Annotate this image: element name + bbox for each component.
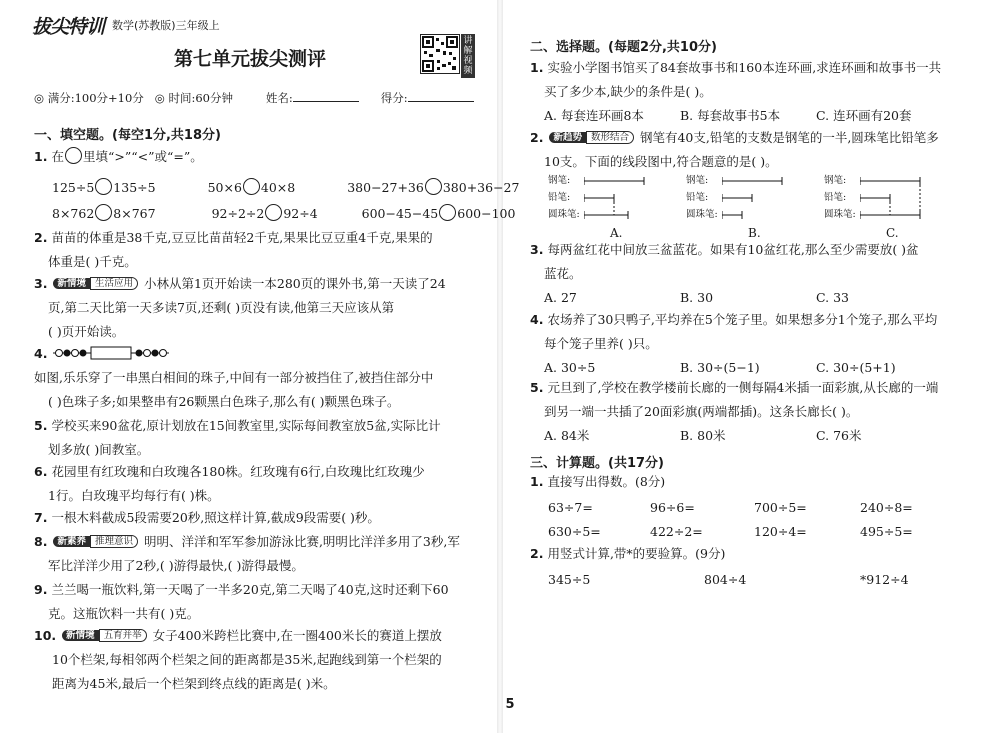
question-5: 5. 学校买来90盆花,原计划放在15间教室里,实际每间教室放5盆,实际比计 划多放( )间教室。 bbox=[34, 418, 441, 457]
vertical-calc-row: 345÷5 804÷4 *912÷4 bbox=[548, 572, 909, 587]
series-label: 数学(苏教版)三年级上 bbox=[112, 19, 220, 32]
question-10: 10. 新情境 五育并举 女子400米跨栏比赛中,在一圈400米长的赛道上摆放 10个栏架,每相邻两个栏架之间的距离都是35米,起跑线到第一个栏架的 距离为45米,最后一个栏架到终点线的距离是( )米。 bbox=[34, 628, 442, 691]
question-9: 9. 兰兰喝一瓶饮料,第一天喝了一半多20克,第二天喝了40克,这时还剩下60 克。这瓶饮料一共有( )克。 bbox=[34, 582, 449, 621]
compare-circle[interactable] bbox=[95, 204, 112, 221]
name-label: 姓名: bbox=[265, 91, 293, 105]
compare-row: 8×762 8×767 92÷2÷2 92÷4 600−45−45 600−100 bbox=[52, 206, 516, 221]
section-title: 三、计算题。(共17分) bbox=[530, 456, 664, 471]
compare-row: 125÷5 135÷5 50×6 40×8 380−27+36 380+36−27 bbox=[52, 180, 520, 195]
new-literacy-tag: 新素养 推理意识 bbox=[53, 534, 138, 549]
compare-circle[interactable] bbox=[265, 204, 282, 221]
question-8: 8. 新素养 推理意识 明明、洋洋和军军参加游泳比赛,明明比洋洋多用了3秒,军 军比洋洋少用了2秒,( )游得最快,( )游得最慢。 bbox=[34, 534, 460, 573]
compare-circle[interactable] bbox=[425, 178, 442, 195]
name-blank[interactable] bbox=[293, 91, 359, 102]
calc-row: 63÷7= 96÷6= 700÷5= 240÷8= bbox=[548, 500, 913, 515]
time-limit: 时间:60分钟 bbox=[168, 91, 233, 105]
question-2: 2. 苗苗的体重是38千克,豆豆比苗苗轻2千克,果果比豆豆重4千克,果果的 体重是( )千克。 bbox=[34, 230, 433, 269]
new-context-tag: 新情境 生活应用 bbox=[53, 276, 138, 291]
choice-5: 5. 元旦到了,学校在教学楼前长廊的一侧每隔4米插一面彩旗,从长廊的一端 到另一端一共插了20面彩旗(两端都插)。这条长廊长( )。 A. 84米 B. 80米 C. 76米 bbox=[530, 380, 939, 443]
bead-string-figure bbox=[51, 346, 171, 360]
brand-logo: 拔尖特训 bbox=[32, 16, 105, 38]
qr-video-tag: 讲解视频 bbox=[461, 34, 475, 78]
page-number: 5 bbox=[505, 697, 515, 712]
compare-circle[interactable] bbox=[439, 204, 456, 221]
score-label: 得分: bbox=[380, 91, 408, 105]
qr-code-icon[interactable] bbox=[420, 34, 460, 74]
choice-1: 1. 实验小学图书馆买了84套故事书和160本连环画,求连环画和故事书一共 买了多少本,缺少的条件是( )。 A. 每套连环画8本 B. 每套故事书5本 C. 连环画有20套 bbox=[530, 60, 942, 123]
section-title: 二、选择题。(每题2分,共10分) bbox=[530, 40, 717, 55]
question-4: 4. bbox=[34, 342, 171, 366]
new-trend-tag: 新趋势 数形结合 bbox=[549, 130, 634, 145]
full-score: 满分:100分+10分 bbox=[47, 91, 144, 105]
right-page: 二、选择题。(每题2分,共10分) 1. 实验小学图书馆买了84套故事书和160本连环画,求连环画和故事书一共 买了多少本,缺少的条件是( )。 A. 每套连环画8本 B. 每套故事书5本 C. 连环画有20套 2. 新趋势 数形结合 钢笔有40支,铅笔的支数是钢笔的一半,圆珠笔比铅笔多 10支。下面的线段图中,符合题意的是( )。 钢笔: 铅笔: 圆珠笔: A. 钢笔: 铅笔: 圆珠笔: B. 钢笔: 铅笔: 圆珠笔: C. 3. 每两盆红花中间放三盆蓝花。如果有10盆红花,那么至少需要放( )盆 蓝花。 A. 27 B. 30 C. 33 4. 农场养了30只鸭子,平均养在5个笼子里。如果想多分1个笼子,那么平均 每个笼子里养( )只。 A. 30÷5 B. 30÷(5−1) C. 30÷(5+1) 5. 元旦到了,学校在教学楼前长廊的一侧每隔4米插一面彩旗,从长廊的一端 到另一端一共插了20面彩旗(两端都插)。这条长廊长( )。 A. 84米 B. 80米 C. 76米 三、计算题。(共17分) 1. 直接写出得数。(8分) 63÷7= 96÷6= 700÷5= 240÷8= 630÷5= 422÷2= 120÷4= 495÷5= 2. 用竖式计算,带*的要验算。(9分) 345÷5 804÷4 *912÷4 bbox=[500, 0, 1000, 733]
choice-2: 2. 新趋势 数形结合 钢笔有40支,铅笔的支数是钢笔的一半,圆珠笔比铅笔多 10支。下面的线段图中,符合题意的是( )。 bbox=[530, 130, 939, 169]
compare-circle[interactable] bbox=[65, 147, 82, 164]
question-1: 1. 在 里填“>”“<”或“=”。 bbox=[34, 149, 203, 164]
page-title: 第七单元拔尖测评 bbox=[173, 48, 326, 70]
compare-circle[interactable] bbox=[243, 178, 260, 195]
score-blank[interactable] bbox=[408, 91, 474, 102]
calc-2: 2. 用竖式计算,带*的要验算。(9分) bbox=[530, 546, 726, 561]
time-icon: ◎ bbox=[154, 91, 165, 105]
choice-4: 4. 农场养了30只鸭子,平均养在5个笼子里。如果想多分1个笼子,那么平均 每个笼子里养( )只。 A. 30÷5 B. 30÷(5−1) C. 30÷(5+1) bbox=[530, 312, 938, 375]
calc-row: 630÷5= 422÷2= 120÷4= 495÷5= bbox=[548, 524, 913, 539]
question-4-text: 如图,乐乐穿了一串黑白相间的珠子,中间有一部分被挡住了,被挡住部分中 ( )色珠子多;如果整串有26颗黑白色珠子,那么有( )颗黑色珠子。 bbox=[34, 370, 434, 409]
question-3: 3. 新情境 生活应用 小林从第1页开始读一本280页的课外书,第一天读了24 页,第二天比第一天多读7页,还剩( )页没有读,他第三天应该从第 ( )页开始读。 bbox=[34, 276, 446, 339]
calc-1: 1. 直接写出得数。(8分) bbox=[530, 474, 666, 489]
question-7: 7. 一根木料截成5段需要20秒,照这样计算,截成9段需要( )秒。 bbox=[34, 510, 380, 525]
section-title: 一、填空题。(每空1分,共18分) bbox=[34, 128, 221, 143]
clock-icon: ◎ bbox=[34, 91, 45, 105]
exam-info bbox=[34, 90, 474, 106]
question-6: 6. 花园里有红玫瑰和白玫瑰各180株。红玫瑰有6行,白玫瑰比红玫瑰少 1行。白玫瑰平均每行有( )株。 bbox=[34, 464, 425, 503]
compare-circle[interactable] bbox=[95, 178, 112, 195]
new-context-tag: 新情境 五育并举 bbox=[62, 628, 147, 643]
choice-3: 3. 每两盆红花中间放三盆蓝花。如果有10盆红花,那么至少需要放( )盆 蓝花。 A. 27 B. 30 C. 33 bbox=[530, 242, 919, 305]
